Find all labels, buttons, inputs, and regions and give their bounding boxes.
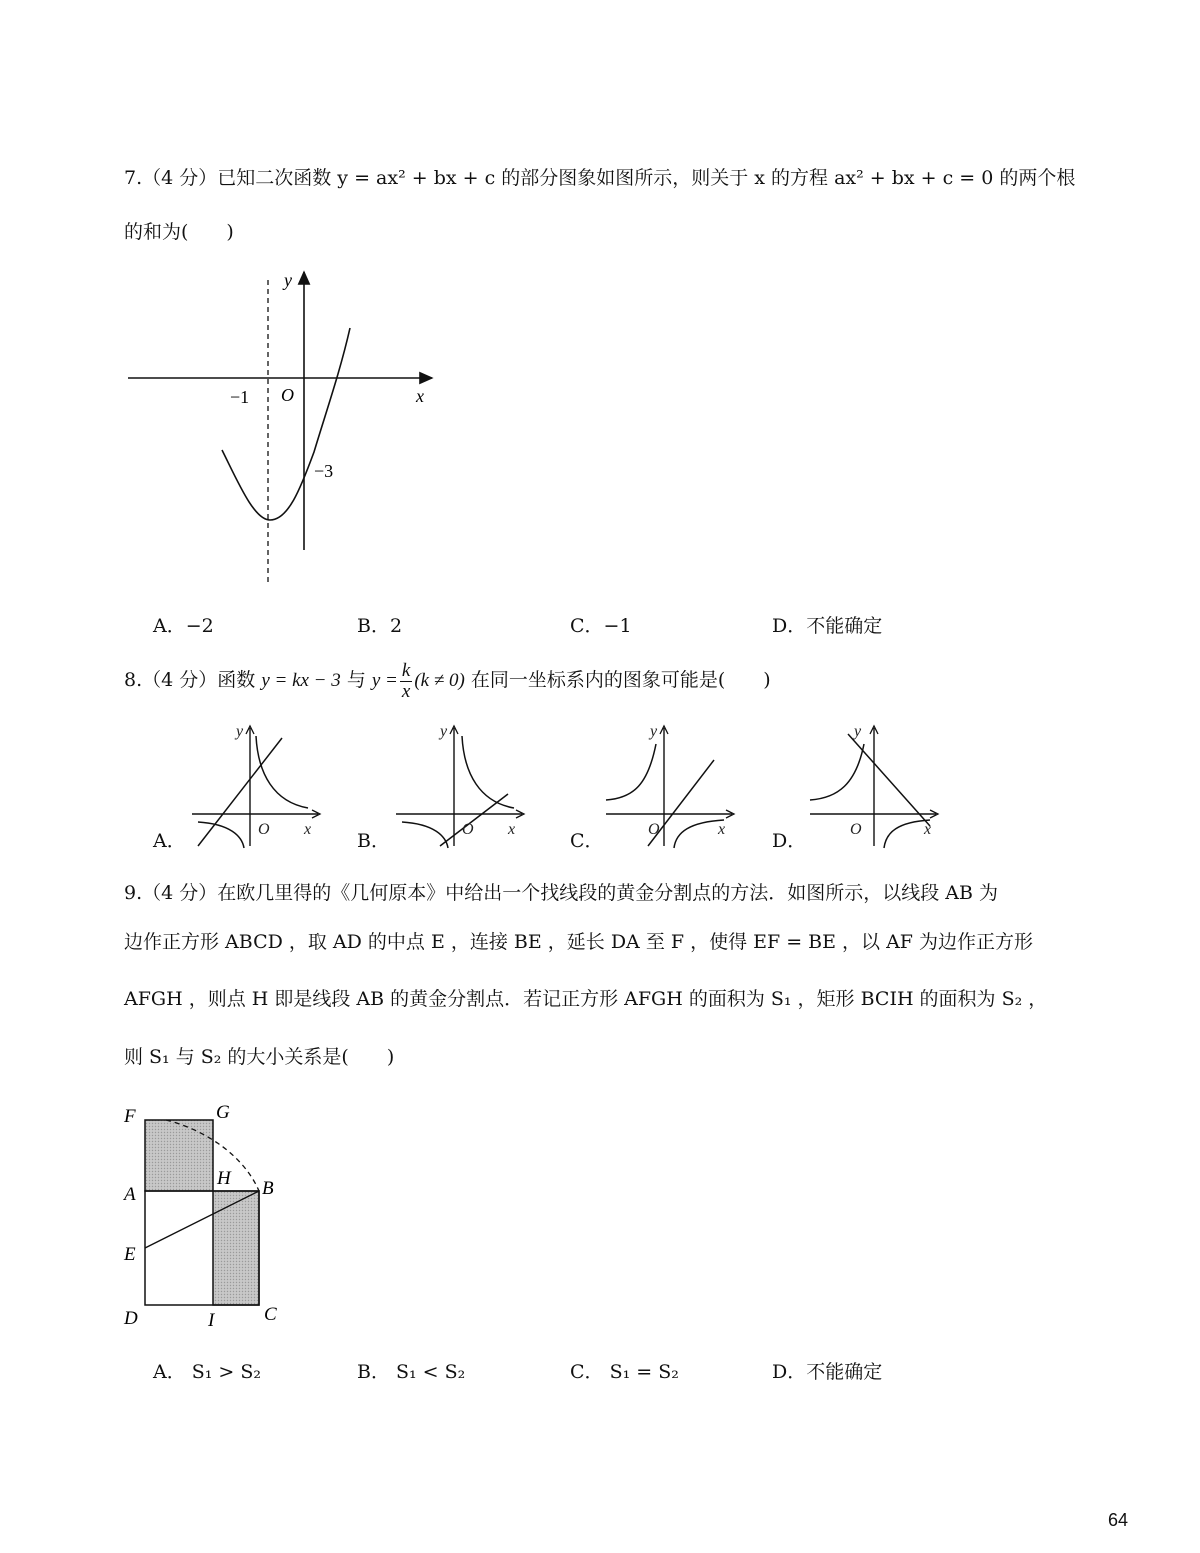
graph-c-origin: O [648, 821, 660, 838]
q8-inverse-function-lhs: y = [371, 670, 398, 691]
origin-label: O [281, 385, 294, 405]
label-e: E [124, 1244, 136, 1265]
label-a: A [124, 1184, 136, 1205]
rectangle-bcih [213, 1191, 259, 1305]
label-c: C [264, 1304, 277, 1325]
label-d: D [124, 1308, 138, 1329]
q9-stem-line2: 边作正方形 ABCD ，取 AD 的中点 E ，连接 BE ，延长 DA 至 F ，使得 EF = BE ，以 AF 为边作正方形 [124, 931, 1034, 953]
q8-graph-c [600, 722, 740, 850]
q7-stem-line1: 7.（4 分）已知二次函数 y = ax² + bx + c 的部分图象如图所示，则关于 x 的方程 ax² + bx + c = 0 的两个根 [124, 167, 1076, 189]
q9-option-c[interactable]: C． S₁ = S₂ [570, 1361, 679, 1383]
q7-option-a[interactable]: A．−2 [153, 615, 214, 637]
q7-option-d[interactable]: D．不能确定 [772, 615, 883, 637]
q9-golden-section-figure [118, 1098, 298, 1336]
label-h: H [217, 1168, 231, 1189]
q8-suffix: 在同一坐标系内的图象可能是( ) [470, 669, 771, 691]
label-i: I [208, 1310, 215, 1331]
graph-c-x-label: x [718, 821, 726, 838]
graph-c-y-label: y [650, 723, 658, 740]
q8-conjunction: 与 [346, 669, 366, 691]
graph-d-origin: O [850, 821, 862, 838]
q8-option-c[interactable]: C． [570, 830, 604, 852]
q9-option-d[interactable]: D．不能确定 [772, 1361, 883, 1383]
q7-option-c[interactable]: C．−1 [570, 615, 632, 637]
graph-b-origin: O [462, 821, 474, 838]
graph-b-x-label: x [508, 821, 516, 838]
q7-parabola-figure [120, 262, 450, 592]
label-b: B [262, 1178, 274, 1199]
graph-b-y-label: y [440, 723, 448, 740]
q8-stem [124, 656, 771, 706]
graph-d-x-label: x [924, 821, 932, 838]
graph-a-origin: O [258, 821, 270, 838]
page-number: 64 [1107, 1510, 1128, 1530]
q9-option-b[interactable]: B． S₁ < S₂ [357, 1361, 466, 1383]
x-axis-label: x [416, 386, 424, 406]
q8-fraction-numerator: k [401, 659, 411, 681]
label-g: G [216, 1102, 230, 1123]
graph-d-y-label: y [854, 723, 862, 740]
q8-condition: (k ≠ 0) [414, 670, 465, 691]
q9-stem-line3: AFGH ，则点 H 即是线段 AB 的黄金分割点．若记正方形 AFGH 的面积为 S₁ ，矩形 BCIH 的面积为 S₂ ， [124, 988, 1048, 1010]
q8-prefix: 8.（4 分）函数 [124, 669, 256, 691]
parabola-curve [222, 328, 350, 520]
q9-stem-line4: 则 S₁ 与 S₂ 的大小关系是( ) [124, 1046, 395, 1068]
graph-a-y-label: y [236, 723, 244, 740]
q8-graph-d [804, 722, 944, 850]
q8-option-d[interactable]: D． [772, 830, 807, 852]
q8-graph-a [186, 722, 326, 850]
q8-graph-b [390, 722, 530, 850]
y-axis-label: y [284, 270, 292, 290]
q8-fraction [400, 661, 412, 702]
q9-option-a[interactable]: A． S₁ > S₂ [153, 1361, 262, 1383]
q9-stem-line1: 9.（4 分）在欧几里得的《几何原本》中给出一个找线段的黄金分割点的方法．如图所示，以线段 AB 为 [124, 882, 999, 904]
graph-a-x-label: x [304, 821, 312, 838]
q8-linear-function: y = kx − 3 [261, 670, 341, 691]
q8-fraction-denominator: x [401, 680, 411, 702]
square-afgh [145, 1120, 213, 1191]
q7-option-b[interactable]: B．2 [357, 615, 403, 637]
label-f: F [124, 1106, 136, 1127]
y-tick-label: −3 [314, 461, 334, 481]
q7-stem-line2: 的和为( ) [124, 221, 234, 243]
x-tick-label: −1 [230, 387, 250, 407]
q8-option-a[interactable]: A． [153, 830, 186, 852]
q8-option-b[interactable]: B． [357, 830, 390, 852]
